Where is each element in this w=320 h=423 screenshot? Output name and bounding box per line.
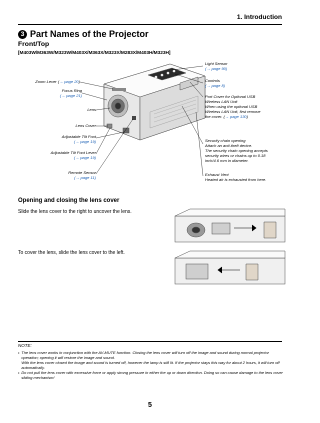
callout-zoom-lever: Zoom Lever (→ page 20) — [35, 79, 80, 84]
model-list: [M403W/M363W/M323W/M403X/M363X/M323X/M283X/M403H/M323H] — [18, 51, 171, 56]
callout-port-cover: Port Cover for Optional USB Wireless LAN Unit When using the optional USB Wireless LAN Unit, first remove the cover. (→ page 130) — [205, 94, 261, 119]
page-ref-link[interactable]: (→ page 8) — [205, 83, 226, 88]
lens-cover-close-text: To cover the lens, slide the lens cover to the left. — [18, 250, 125, 256]
section-title-text: Part Names of the Projector — [30, 29, 149, 39]
callout-remote-sensor: Remote Sensor (→ page 11) — [68, 170, 96, 180]
callout-lens-cover: Lens Cover — [75, 123, 96, 128]
section-subtitle: Front/Top — [18, 41, 50, 48]
lens-cover-heading: Opening and closing the lens cover — [18, 198, 120, 204]
callout-tilt-lever: Adjustable Tilt Foot Lever (→ page 19) — [50, 150, 96, 160]
header-rule — [18, 24, 282, 25]
note-rule — [18, 341, 282, 342]
note-item: • The lens cover works in conjunction with the AV-MUTE function. Closing the lens cover will turn off the image and sound during normal projector operation; opening it will restore the image and sound. — [18, 350, 269, 360]
callout-focus-ring: Focus Ring (→ page 21) — [59, 88, 82, 98]
lens-cover-open-text: Slide the lens cover to the right to uncover the lens. — [18, 209, 132, 215]
note-item: • Do not pull the lens cover with excessive force or apply strong pressure in either the up or down direction. Doing so can cause damage to the lens cover sliding mechanism! — [18, 370, 283, 380]
callout-exhaust-vent: Exhaust Vent Heated air is exhausted from here. — [205, 172, 267, 182]
page-ref-link[interactable]: → page 130 — [224, 114, 247, 119]
projector-illustration — [104, 64, 205, 140]
chapter-title: 1. Introduction — [236, 14, 282, 21]
note-item: With the lens cover closed the image and sound is turned off, however the lamp is still lit. If the projector stays this way for about 2 hours, it will turn off automatically. — [21, 360, 280, 370]
page-ref-link[interactable]: → page 20 — [59, 79, 79, 84]
page-ref-link[interactable]: (→ page 21) — [59, 93, 82, 98]
note-list — [18, 350, 284, 380]
page-ref-link[interactable]: (→ page 19) — [73, 139, 96, 144]
page-number: 5 — [148, 402, 152, 409]
page-ref-link[interactable]: (→ page 90) — [205, 66, 228, 71]
callout-tilt-foot: Adjustable Tilt Foot (→ page 19) — [61, 134, 96, 144]
section-title — [18, 29, 149, 39]
lens-cover-open-illustration — [175, 209, 285, 242]
callout-light-sensor: Light Sensor (→ page 90) — [205, 61, 228, 71]
callout-security-chain: Security chain opening Attach an anti-theft device. The security chain opening accepts security wires or chains up to 0.18 inch/4.6 mm in diameter. — [205, 138, 268, 163]
section-number-badge: 3 — [18, 30, 27, 39]
page-ref-link[interactable]: (→ page 11) — [74, 175, 96, 180]
lens-cover-close-illustration — [175, 251, 285, 284]
page-ref-link[interactable]: (→ page 19) — [73, 155, 96, 160]
callout-lens: Lens — [87, 107, 96, 112]
callout-controls: Controls (→ page 8) — [205, 78, 226, 88]
callout-lines — [80, 66, 203, 176]
note-heading: NOTE: — [18, 343, 32, 348]
